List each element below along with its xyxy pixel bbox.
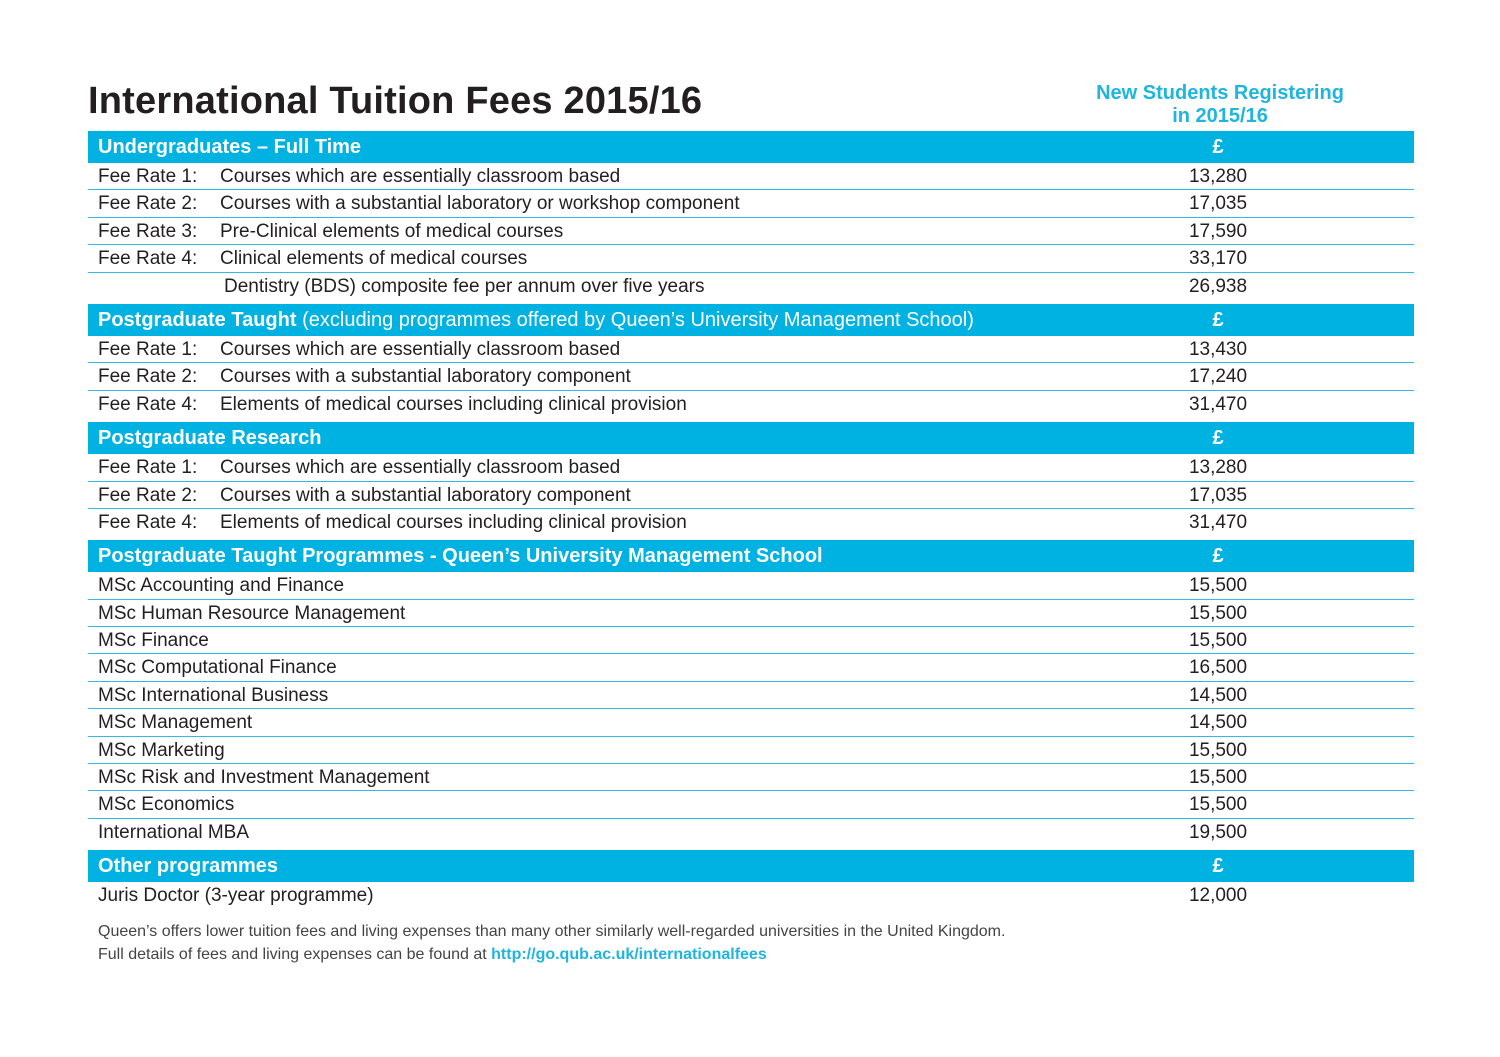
section-title: Other programmes [98,855,279,878]
fee-description: Clinical elements of medical courses [220,248,528,270]
fee-row [88,654,1414,681]
fee-row [88,682,1414,709]
fee-rate-label: Fee Rate 3: [98,220,198,242]
section-header [88,131,1414,163]
fee-amount: 17,035 [1188,193,1248,215]
column-header-line2: in 2015/16 [1172,105,1268,127]
fee-description: MSc Accounting and Finance [98,575,345,597]
column-header-line1: New Students Registering [1096,82,1344,104]
fee-row [88,454,1414,481]
column-header [1070,82,1370,128]
fee-description: Courses which are essentially classroom based [220,457,621,479]
fee-amount: 15,500 [1188,794,1248,816]
fee-rate-label: Fee Rate 2: [98,366,198,388]
fee-row [88,627,1414,654]
fee-description: MSc International Business [98,684,329,706]
section-title: Postgraduate Research [98,427,322,450]
section-header [88,422,1414,454]
fee-amount: 33,170 [1188,248,1248,270]
fee-description: MSc Economics [98,794,235,816]
fee-amount: 15,500 [1188,575,1248,597]
fee-row [88,819,1414,846]
fee-rate-label: Fee Rate 4: [98,511,198,533]
fee-amount: 26,938 [1188,275,1248,297]
fee-amount: 15,500 [1188,767,1248,789]
fee-amount: 14,500 [1188,712,1248,734]
currency-symbol: £ [1212,855,1224,878]
fee-rate-label: Fee Rate 4: [98,248,198,270]
fee-description: Courses with a substantial laboratory component [220,366,631,388]
section-title: Undergraduates – Full Time [98,136,362,158]
fee-row [88,391,1414,418]
fee-row [88,709,1414,736]
fee-row [88,190,1414,217]
fee-amount: 16,500 [1188,657,1248,679]
fee-amount: 17,240 [1188,366,1248,388]
fee-row [88,218,1414,245]
fee-row [88,791,1414,818]
fee-description: Elements of medical courses including clinical provision [220,511,687,533]
fee-row [88,163,1414,190]
fee-amount: 17,590 [1188,220,1248,242]
fee-amount: 17,035 [1188,484,1248,506]
fee-amount: 15,500 [1188,630,1248,652]
fee-description: Courses which are essentially classroom based [220,166,621,187]
fee-row [88,482,1414,509]
fee-description: MSc Management [98,712,253,734]
fee-row [88,245,1414,272]
fee-description: Dentistry (BDS) composite fee per annum over five years [224,275,705,297]
fee-amount: 13,430 [1188,338,1248,360]
fee-description: MSc Human Resource Management [98,602,406,624]
section-header [88,540,1414,572]
fee-amount: 13,280 [1188,166,1248,187]
fee-description: Courses which are essentially classroom based [220,338,621,360]
currency-symbol: £ [1212,545,1224,568]
section-title: Postgraduate Taught Programmes - Queen’s University Management School [98,545,823,568]
fee-row [88,336,1414,363]
fee-rate-label: Fee Rate 1: [98,166,198,187]
fee-row [88,572,1414,599]
fee-description: MSc Risk and Investment Management [98,767,430,789]
fee-amount: 31,470 [1188,511,1248,533]
fee-row [88,600,1414,627]
fee-description: Juris Doctor (3-year programme) [98,885,374,907]
fee-description: International MBA [98,821,250,843]
currency-symbol: £ [1212,427,1224,450]
footer-line1: Queen’s offers lower tuition fees and living expenses than many other similarly well-regarded universities in the United Kingdom. [98,923,1006,940]
fee-description: Pre-Clinical elements of medical courses [220,220,564,242]
fee-row [88,737,1414,764]
fee-amount: 15,500 [1188,602,1248,624]
fee-description: MSc Computational Finance [98,657,337,679]
fee-rate-label: Fee Rate 1: [98,338,198,360]
currency-symbol: £ [1212,136,1224,158]
section-header [88,304,1414,336]
fee-rate-label: Fee Rate 2: [98,484,198,506]
section-header [88,850,1414,882]
fee-amount: 14,500 [1188,684,1248,706]
fee-amount: 12,000 [1188,885,1248,907]
fee-amount: 31,470 [1188,393,1248,415]
fee-amount: 13,280 [1188,457,1248,479]
section-title: Postgraduate Taught [98,308,297,331]
fee-row [88,764,1414,791]
fee-row [88,882,1414,909]
section-subtitle: (excluding programmes offered by Queen’s University Management School) [296,308,974,331]
fee-rate-label: Fee Rate 2: [98,193,198,215]
fees-link[interactable]: http://go.qub.ac.uk/internationalfees [491,946,767,963]
fee-description: Courses with a substantial laboratory or workshop component [220,193,740,215]
footer-line2-text: Full details of fees and living expenses can be found at [98,946,492,963]
fee-description: Courses with a substantial laboratory component [220,484,631,506]
page-title: International Tuition Fees 2015/16 [88,80,703,122]
fee-description: MSc Finance [98,630,209,652]
fee-rate-label: Fee Rate 4: [98,393,198,415]
fee-rate-label: Fee Rate 1: [98,457,198,479]
fee-row [88,509,1414,536]
currency-symbol: £ [1212,308,1224,331]
fee-amount: 15,500 [1188,739,1248,761]
fees-table [88,131,1414,914]
fee-description: MSc Marketing [98,739,225,761]
footer-line2 [98,943,1005,966]
fee-description: Elements of medical courses including clinical provision [220,393,687,415]
fee-amount: 19,500 [1188,821,1248,843]
fee-row [88,273,1414,300]
fee-row [88,363,1414,390]
footer-note [98,920,1005,966]
